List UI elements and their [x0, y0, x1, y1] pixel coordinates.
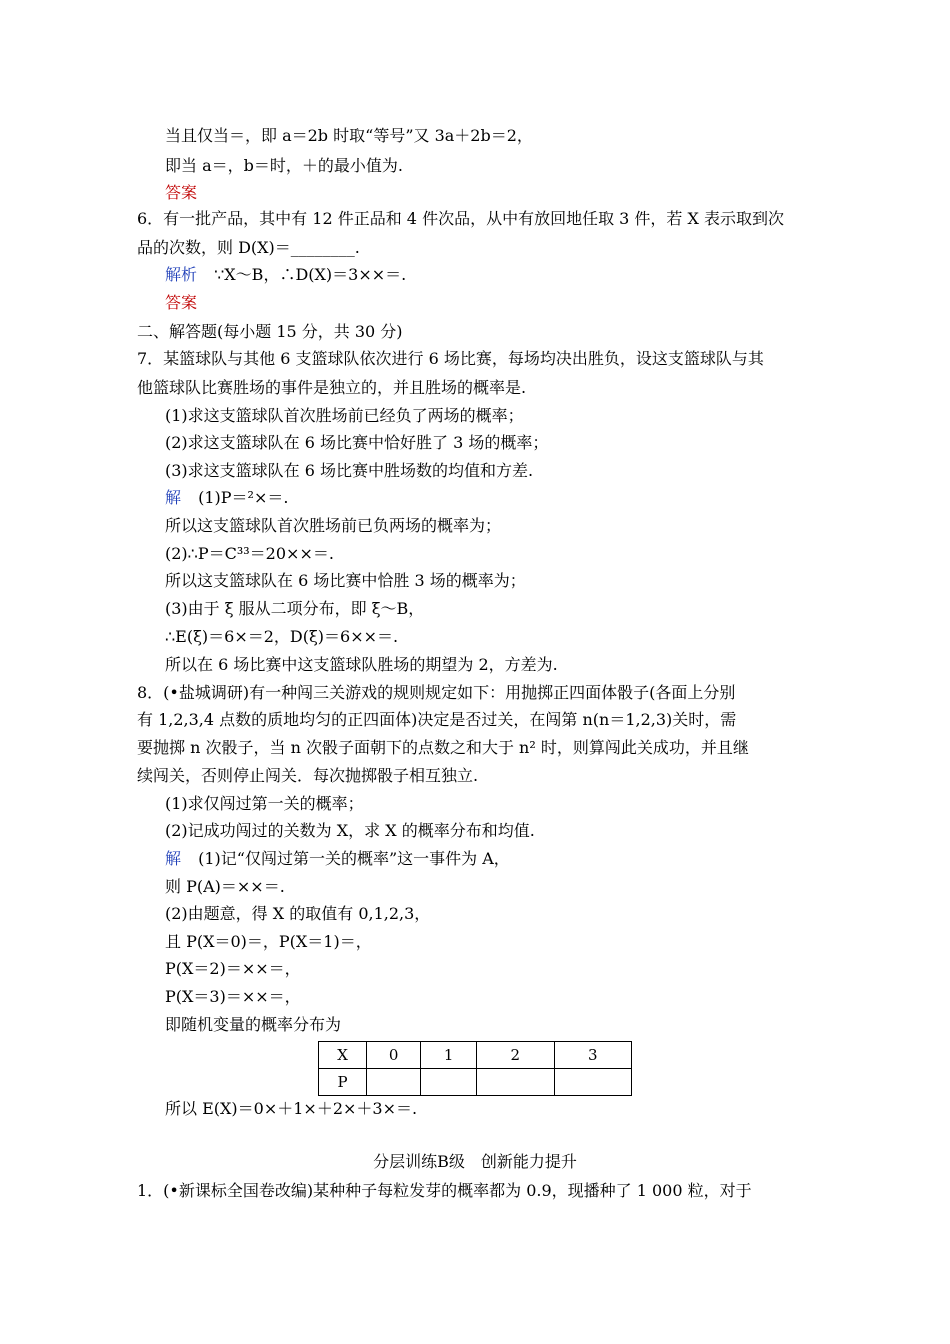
- text-line: 即随机变量的概率分布为: [165, 1015, 342, 1034]
- solution-text: (1)P＝²×＝.: [198, 488, 289, 507]
- table-cell: 3: [554, 1042, 632, 1069]
- question-7: 7．某篮球队与其他 6 支篮球队依次进行 6 场比赛，每场均决出胜负，设这支篮球队与其: [137, 349, 764, 368]
- question-8: 8．(•盐城调研)有一种闯三关游戏的规则规定如下：用抛掷正四面体骰子(各面上分别: [137, 683, 736, 702]
- text-line: 所以在 6 场比赛中这支篮球队胜场的期望为 2，方差为.: [165, 655, 558, 674]
- table-cell: X: [319, 1042, 367, 1069]
- text-line: 所以这支篮球队首次胜场前已负两场的概率为；: [165, 516, 502, 535]
- question-b1: 1．(•新课标全国卷改编)某种种子每粒发芽的概率都为 0.9，现播种了 1 000 粒，对于: [137, 1181, 752, 1200]
- section-heading: 二、解答题(每小题 15 分，共 30 分): [137, 322, 403, 341]
- section-title: 分层训练B级 创新能力提升: [373, 1152, 577, 1171]
- text-line: (3)求这支篮球队在 6 场比赛中胜场数的均值和方差.: [165, 461, 534, 480]
- solution-label: 解: [165, 488, 182, 507]
- text-line: 即当 a＝，b＝时，＋的最小值为.: [165, 156, 403, 175]
- solution-label: 解: [165, 849, 182, 868]
- text-line: 所以这支篮球队在 6 场比赛中恰胜 3 场的概率为；: [165, 571, 526, 590]
- answer-label: 答案: [165, 293, 198, 312]
- table-cell: 1: [421, 1042, 477, 1069]
- table-cell: 0: [367, 1042, 421, 1069]
- solution-line: [165, 848, 510, 870]
- table-cell: P: [319, 1069, 367, 1096]
- text-line: (2)求这支篮球队在 6 场比赛中恰好胜了 3 场的概率；: [165, 433, 549, 452]
- solution-text: (1)记“仅闯过第一关的概率”这一事件为 A，: [198, 849, 510, 868]
- answer-label: 答案: [165, 183, 198, 202]
- text-line: (1)求这支篮球队首次胜场前已经负了两场的概率；: [165, 406, 524, 425]
- text-line: (2)∴P＝C³³＝20××＝.: [165, 544, 334, 563]
- text-line: (3)由于 ξ 服从二项分布，即 ξ～B，: [165, 599, 425, 618]
- table-cell: [554, 1069, 632, 1096]
- text-line: 品的次数，则 D(X)＝________.: [137, 238, 360, 257]
- text-line: P(X＝3)＝××＝，: [165, 987, 301, 1006]
- text-line: 所以 E(X)＝0×＋1×＋2×＋3×＝.: [165, 1099, 418, 1118]
- table-cell: [421, 1069, 477, 1096]
- question-6: 6．有一批产品，其中有 12 件正品和 4 件次品，从中有放回地任取 3 件，若 X 表示取到次: [137, 209, 784, 228]
- text-line: (2)记成功闯过的关数为 X，求 X 的概率分布和均值.: [165, 821, 535, 840]
- text-line: 有 1,2,3,4 点数的质地均匀的正四面体)决定是否过关，在闯第 n(n＝1,2,3)关时，需: [137, 710, 737, 729]
- text-line: 续闯关，否则停止闯关．每次抛掷骰子相互独立.: [137, 766, 479, 785]
- analysis-line: [165, 264, 406, 286]
- text-line: 则 P(A)＝××＝.: [165, 877, 285, 896]
- text-line: ∴E(ξ)＝6×＝2，D(ξ)＝6××＝.: [165, 627, 399, 646]
- analysis-text: ∵X～B，∴D(X)＝3××＝.: [214, 265, 407, 284]
- text-line: 要抛掷 n 次骰子，当 n 次骰子面朝下的点数之和大于 n² 时，则算闯此关成功，并且继: [137, 738, 749, 757]
- solution-line: [165, 487, 288, 509]
- analysis-label: 解析: [165, 265, 198, 284]
- table-cell: [477, 1069, 554, 1096]
- text-line: (2)由题意，得 X 的取值有 0,1,2,3，: [165, 904, 431, 923]
- table-cell: 2: [477, 1042, 554, 1069]
- table-row: [319, 1069, 632, 1096]
- text-line: (1)求仅闯过第一关的概率；: [165, 794, 364, 813]
- probability-distribution-table: [318, 1041, 632, 1096]
- text-line: 当且仅当＝，即 a＝2b 时取“等号”又 3a＋2b＝2，: [165, 126, 533, 145]
- text-line: 且 P(X＝0)＝，P(X＝1)＝，: [165, 932, 372, 951]
- table-cell: [367, 1069, 421, 1096]
- text-line: 他篮球队比赛胜场的事件是独立的，并且胜场的概率是.: [137, 378, 527, 397]
- text-line: P(X＝2)＝××＝，: [165, 959, 301, 978]
- table-row: [319, 1042, 632, 1069]
